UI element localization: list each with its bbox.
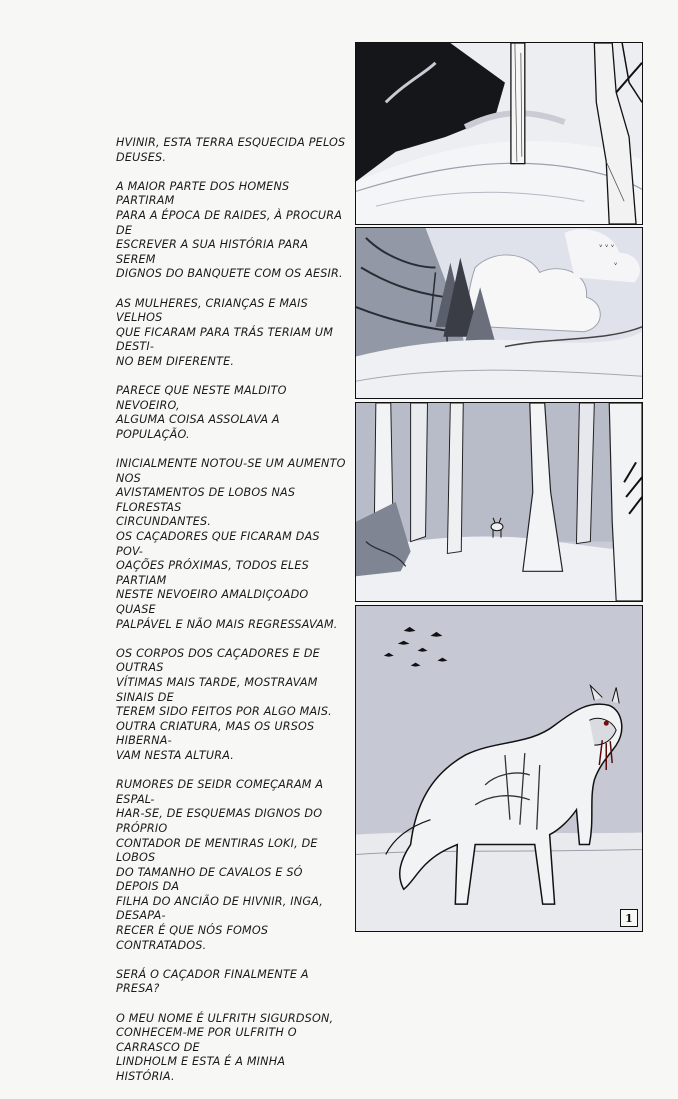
narration-paragraph: PARECE QUE NESTE MALDITO NEVOEIRO, ALGUMA COISA ASSOLAVA A POPULAÇÃO. xyxy=(116,384,287,441)
narration-text-column xyxy=(116,136,346,1099)
narration-paragraph: O MEU NOME É ULFRITH SIGURDSON, CONHECEM-ME POR ULFRITH O CARRASCO DE LINDHOLM E ESTA É A MINHA HISTÓRIA. xyxy=(116,1011,334,1083)
panel-snowy-hill xyxy=(355,42,643,225)
winter-forest-illustration xyxy=(356,403,642,601)
panel-fir-forest xyxy=(355,227,643,399)
svg-text:ᵛ: ᵛ xyxy=(614,260,618,270)
page-number-badge: 1 xyxy=(620,909,638,927)
narration-paragraph: HVINIR, ESTA TERRA ESQUECIDA PELOS DEUSES. xyxy=(116,136,346,164)
narration-paragraph: A MAIOR PARTE DOS HOMENS PARTIRAM PARA A ÉPOCA DE RAIDES, À PROCURA DE ESCREVER A SUA HISTÓRIA PARA SEREM DIGNOS DO BANQUETE COM OS AESIR. xyxy=(116,179,343,281)
narration-paragraph: SERÁ O CAÇADOR FINALMENTE A PRESA? xyxy=(116,967,309,996)
svg-text:ᵛ ᵛ ᵛ: ᵛ ᵛ ᵛ xyxy=(599,242,615,252)
panel-monster-wolf xyxy=(355,605,643,932)
panel-winter-forest-wolf xyxy=(355,402,643,602)
narration-paragraph: RUMORES DE SEIDR COMEÇARAM A ESPAL- HAR-SE, DE ESQUEMAS DIGNOS DO PRÓPRIO CONTADOR DE MENTIRAS LOKI, DE LOBOS DO TAMANHO DE CAVALOS E SÓ DEPOIS DA FILHA DO ANCIÃO DE HIVNIR, INGA, DESAPA- RECER É QUE NÓS FOMOS CONTRATADOS. xyxy=(116,778,324,952)
monster-wolf-illustration xyxy=(356,606,642,931)
narration-paragraph: AS MULHERES, CRIANÇAS E MAIS VELHOS QUE FICARAM PARA TRÁS TERIAM UM DESTI- NO BEM DIFERENTE. xyxy=(116,296,334,368)
comic-panel-strip xyxy=(355,42,643,932)
narration-paragraph: INICIALMENTE NOTOU-SE UM AUMENTO NOS AVISTAMENTOS DE LOBOS NAS FLORESTAS CIRCUNDANTES. OS CAÇADORES QUE FICARAM DAS POV- OAÇÕES PRÓXIMAS, TODOS ELES PARTIAM NESTE NEVOEIRO AMALDIÇOADO QUASE PALPÁVEL E NÃO MAIS REGRESSAVAM. xyxy=(116,457,346,631)
fir-forest-illustration xyxy=(356,228,642,398)
snowy-hill-illustration xyxy=(356,43,642,224)
narration-paragraph: OS CORPOS DOS CAÇADORES E DE OUTRAS VÍTIMAS MAIS TARDE, MOSTRAVAM SINAIS DE TEREM SIDO FEITOS POR ALGO MAIS. OUTRA CRIATURA, MAS OS URSOS HIBERNA- VAM NESTA ALTURA. xyxy=(116,646,332,762)
